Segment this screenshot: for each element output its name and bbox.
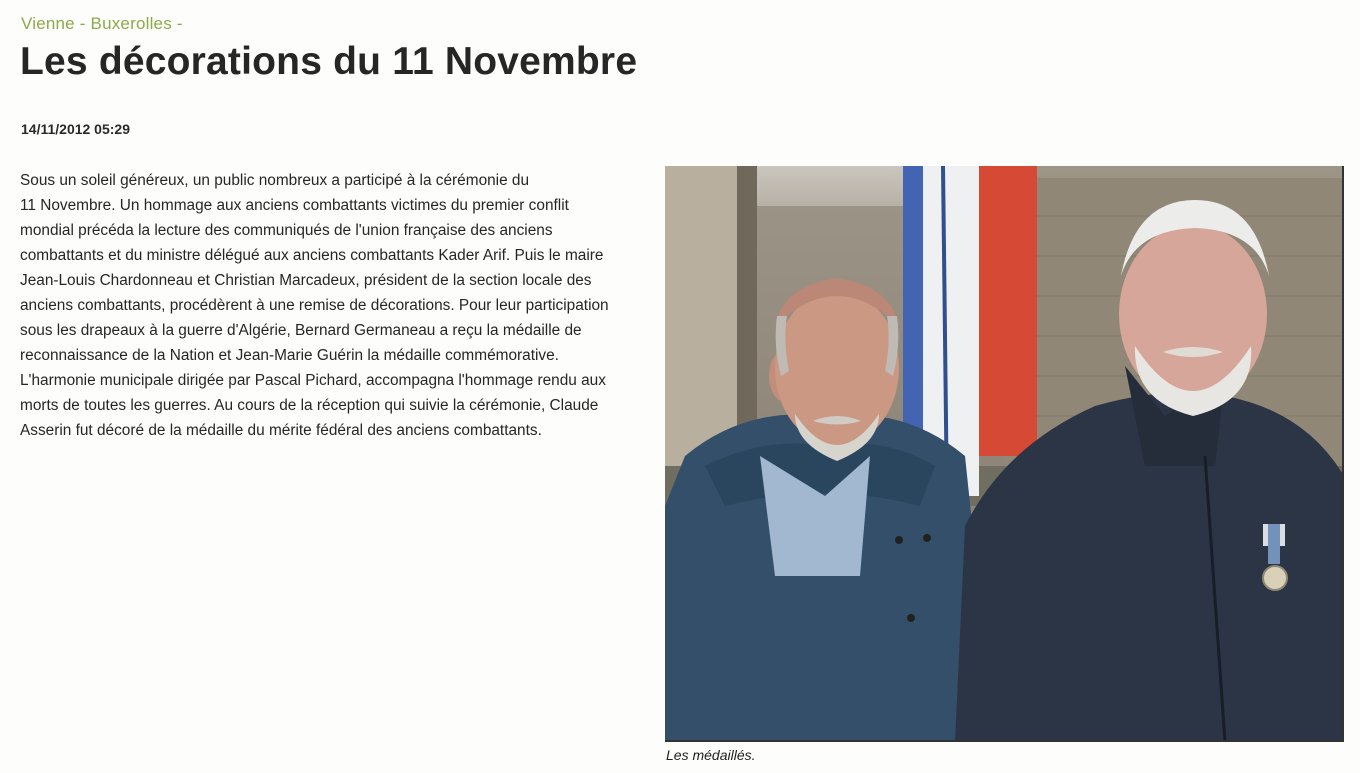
article-body: [20, 168, 670, 443]
body-line: Asserin fut décoré de la médaille du mérite fédéral des anciens combattants.: [20, 422, 542, 439]
kicker: Vienne - Buxerolles -: [21, 14, 183, 33]
body-line: 11 Novembre. Un hommage aux anciens combattants victimes du premier conflit: [20, 197, 569, 214]
publish-date: 14/11/2012 05:29: [21, 121, 130, 137]
article-title: Les décorations du 11 Novembre: [20, 40, 638, 83]
article-photo: [665, 166, 1344, 742]
body-line: Sous un soleil généreux, un public nombreux a participé à la cérémonie du: [20, 172, 530, 189]
body-line: anciens combattants, procédèrent à une remise de décorations. Pour leur participation: [20, 297, 609, 314]
body-line: mondial précéda la lecture des communiqués de l'union française des anciens: [20, 222, 553, 239]
body-line: combattants et du ministre délégué aux anciens combattants Kader Arif. Puis le maire: [20, 247, 604, 264]
body-line: L'harmonie municipale dirigée par Pascal Pichard, accompagna l'hommage rendu aux: [20, 372, 606, 389]
body-line: Jean-Louis Chardonneau et Christian Marcadeux, président de la section locale des: [20, 272, 592, 289]
body-line: reconnaissance de la Nation et Jean-Marie Guérin la médaille commémorative.: [20, 347, 559, 364]
body-line: morts de toutes les guerres. Au cours de la réception qui suivie la cérémonie, Claude: [20, 397, 599, 414]
photo-caption: Les médaillés.: [666, 747, 756, 763]
body-line: sous les drapeaux à la guerre d'Algérie, Bernard Germaneau a reçu la médaille de: [20, 322, 582, 339]
photo-illustration: [665, 166, 1344, 742]
